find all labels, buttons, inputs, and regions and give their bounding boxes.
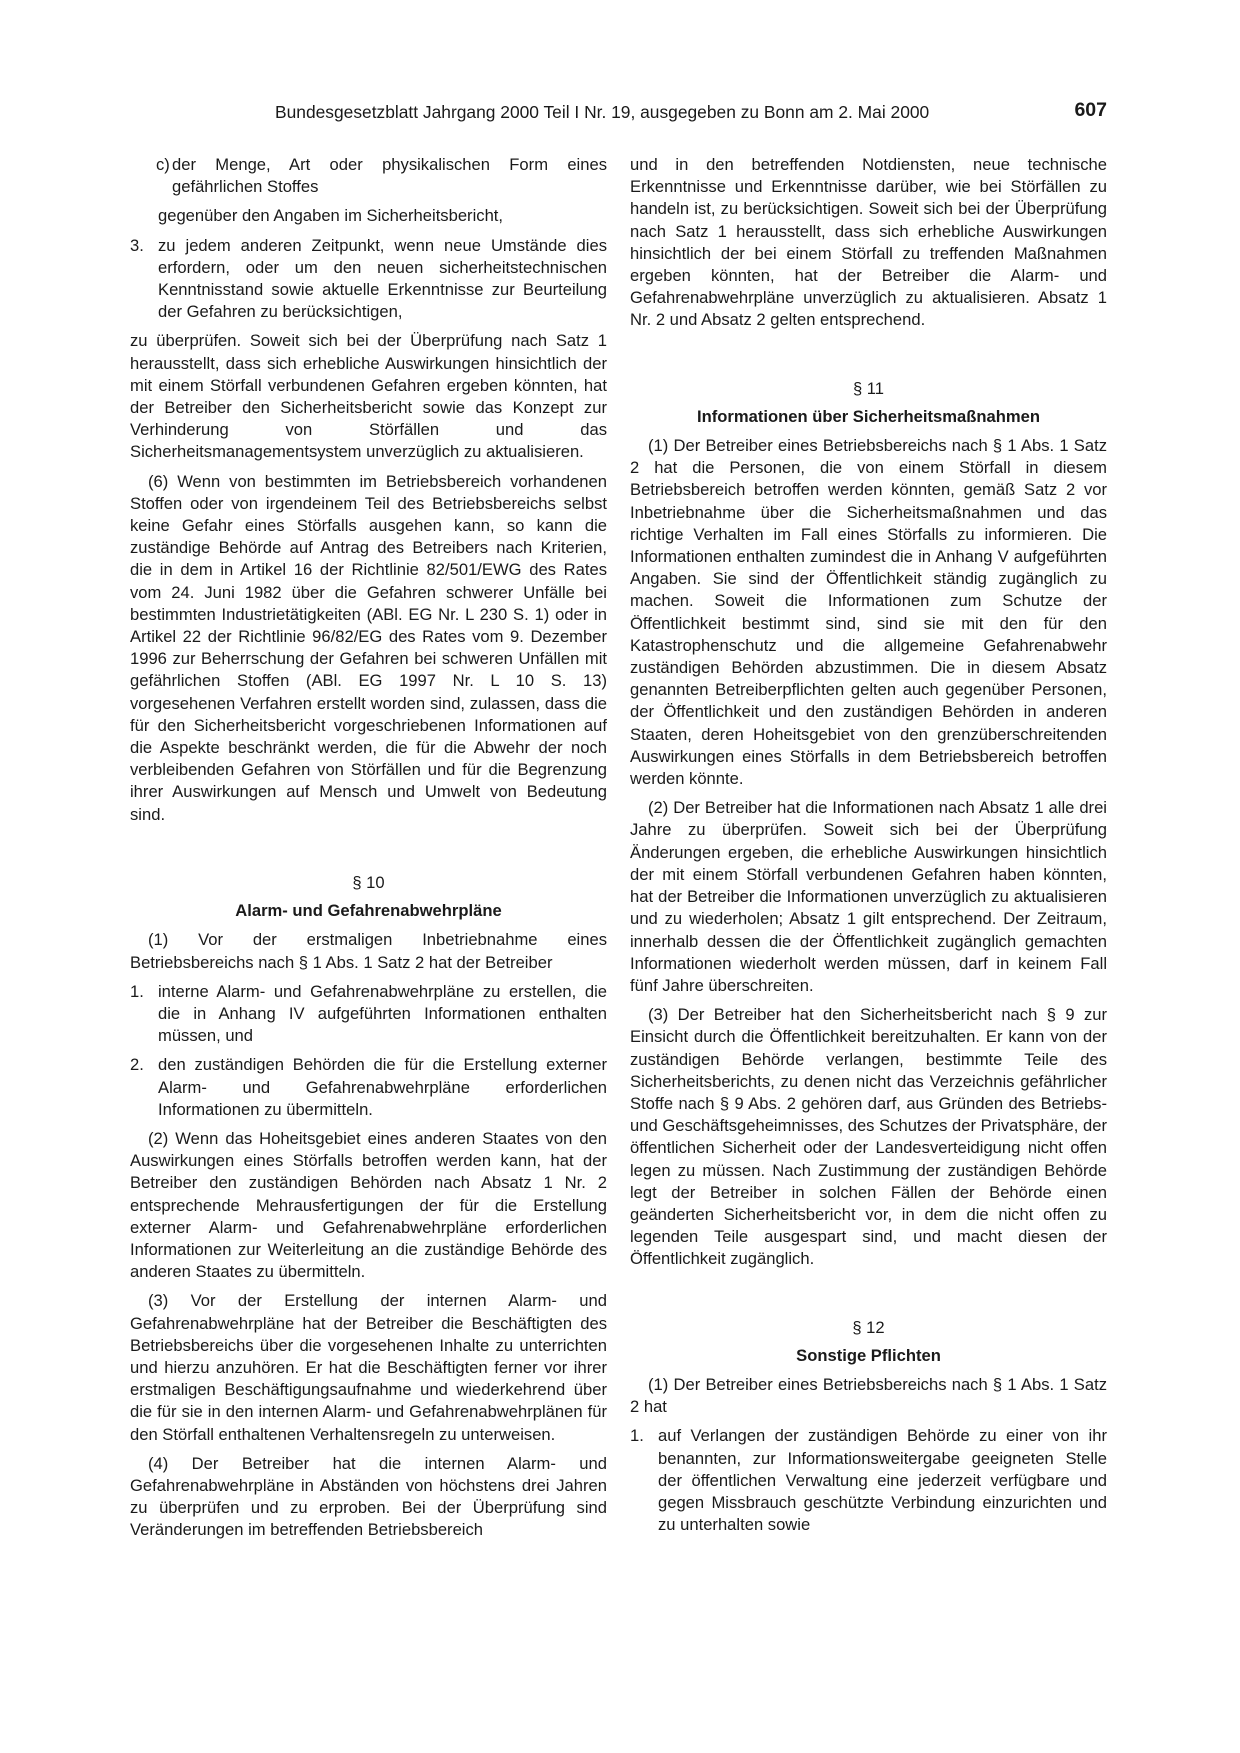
section-number-12: § 12 [852,1317,885,1337]
page-number: 607 [1074,99,1107,121]
list-item-10-2 [130,1054,607,1121]
list-label: 1. [130,981,144,1001]
list-item-10-1 [130,981,607,1048]
paragraph-10-2: (2) Wenn das Hoheitsgebiet eines anderen Staates von den Auswirkungen eines Störfalls betroffen werden kann, hat der Betreiber den zuständigen Behörden nach Absatz 1 Nr. 2 entsprechende Mehrausfertigungen der für die Erstellung externer Alarm- und Gefahrenabwehrpläne erforderlichen Informationen zur Weiterleitung an die zuständige Behörde des anderen Staates zu übermitteln. [130,1128,607,1282]
left-column [130,154,607,1542]
list-label: 3. [130,235,144,255]
paragraph-10-3: (3) Vor der Erstellung der internen Alarm- und Gefahrenabwehrpläne hat der Betreiber die Beschäftigten des Betriebsbereichs über die vorgesehenen Inhalte zu unterrichten und hierzu anzuhören. Er hat die Beschäftigten ferner vor ihrer erstmaligen Beschäftigungsaufnahme und wiederkehrend über die für sie in den internen Alarm- und Gefahrenabwehrplänen für den Störfall enthaltenen Verhaltensregeln zu unterweisen. [130,1291,607,1444]
list-label: 1. [630,1426,644,1446]
list-text: auf Verlangen der zuständigen Behörde zu einer von ihr benannten, zur Informationsweitergabe geeigneten Stelle der öffentlichen Verwaltung eine jederzeit verfügbare und gegen Missbrauch geschützte Verbindung einzurichten und zu unterhalten sowie [658,1426,1107,1535]
paragraph-12-1: (1) Der Betreiber eines Betriebsbereichs nach § 1 Abs. 1 Satz 2 hat [630,1374,1107,1417]
paragraph: und in den betreffenden Notdiensten, neue technische Erkenntnisse und Erkenntnisse darüber, wie bei Störfällen zu handeln ist, zu berücksichtigen. Soweit sich bei der Überprüfung nach Satz 1 herausstellt, dass sich erhebliche Auswirkungen hinsichtlich der bei einem Störfall zu treffenden Maßnahmen ergeben könnten, hat der Betreiber die Alarm- und Gefahrenabwehrpläne unverzüglich zu aktualisieren. Absatz 1 Nr. 2 und Absatz 2 gelten entsprechend. [630,155,1107,330]
paragraph-11-2: (2) Der Betreiber hat die Informationen nach Absatz 1 alle drei Jahre zu überprüfen. Soweit sich bei der Überprüfung Änderungen ergeben, die erhebliche Auswirkungen hinsichtlich der mit einem Störfall verbundenen Gefahren haben könnten, hat der Betreiber die Informationen unverzüglich zu aktualisieren und zu wiederholen; Absatz 1 gilt entsprechend. Der Zeitraum, innerhalb dessen die der Öffentlichkeit zugänglich gemachten Informationen wiederholt werden müssen, darf in keinem Fall fünf Jahre überschreiten. [630,798,1107,995]
list-text: den zuständigen Behörden die für die Erstellung externer Alarm- und Gefahrenabwehrpläne erforderlichen Informationen zu übermitteln. [158,1055,607,1119]
list-label: 2. [130,1055,144,1075]
list-text: zu jedem anderen Zeitpunkt, wenn neue Umstände dies erfordern, oder um den neuen sicherheitstechnischen Kenntnisstand sowie aktuelle Erkenntnisse zur Beurteilung der Gefahren zu berücksichtigen, [158,235,607,322]
list-text: der Menge, Art oder physikalischen Form eines gefährlichen Stoffes [172,155,607,197]
paragraph-10-1: (1) Vor der erstmaligen Inbetriebnahme eines Betriebsbereichs nach § 1 Abs. 1 Satz 2 hat der Betreiber [130,930,607,972]
list-item-12-1 [630,1425,1107,1536]
page-header [130,100,1107,126]
paragraph: gegenüber den Angaben im Sicherheitsbericht, [158,206,504,226]
paragraph-11-3: (3) Der Betreiber hat den Sicherheitsbericht nach § 9 zur Einsicht durch die Öffentlichkeit bereitzuhalten. Er kann von der zuständigen Behörde verlangen, bestimmte Teile des Sicherheitsberichts, zu denen nicht das Verzeichnis gefährlicher Stoffe nach § 9 Abs. 2 gehören darf, aus Gründen des Betriebs- und Geschäftsgeheimnisses, des Schutzes der Privatsphäre, der öffentlichen Sicherheit oder der Landesverteidigung nicht offen legen zu müssen. Nach Zustimmung der zuständigen Behörde legt der Betreiber in solchen Fällen der Behörde einen geänderten Sicherheitsbericht vor, in dem die nicht offen zu legenden Teile ausgespart sind, und macht diesen der Öffentlichkeit zugänglich. [630,1005,1107,1269]
section-title-11: Informationen über Sicherheitsmaßnahmen [697,406,1040,426]
section-title-12: Sonstige Pflichten [796,1345,941,1365]
paragraph: zu überprüfen. Soweit sich bei der Überprüfung nach Satz 1 herausstellt, dass sich erhebliche Auswirkungen hinsichtlich der mit einem Störfall verbundenen Gefahren ergeben könnten, hat der Betreiber den Sicherheitsbericht sowie das Konzept zur Verhinderung von Störfällen und das Sicherheitsmanagementsystem unverzüglich zu aktualisieren. [130,331,607,462]
list-label: c) [156,155,170,174]
paragraph-6: (6) Wenn von bestimmten im Betriebsbereich vorhandenen Stoffen oder von irgendeinem Teil des Betriebsbereichs selbst keine Gefahr eines Störfalls ausgehen kann, so kann die zuständige Behörde auf Antrag des Betreibers nach Kriterien, die in dem in Artikel 16 der Richtlinie 82/501/EWG des Rates vom 24. Juni 1982 über die Gefahren schwerer Unfälle bei bestimmten Industrietätigkeiten (ABl. EG Nr. L 230 S. 1) oder in Artikel 22 der Richtlinie 96/82/EG des Rates vom 9. Dezember 1996 zur Beherrschung der Gefahren bei schweren Unfällen mit gefährlichen Stoffen (ABl. EG 1997 Nr. L 10 S. 13) vorgesehenen Verfahren erstellt worden sind, zulassen, dass die für den Sicherheitsbericht vorgeschriebenen Informationen auf die Aspekte beschränkt werden, die für die Abwehr der noch verbleibenden Gefahren von Störfällen und für die Begrenzung ihrer Auswirkungen auf Mensch und Umwelt von Bedeutung sind. [130,471,607,824]
section-number-11: § 11 [852,378,885,398]
section-number-10: § 10 [352,872,385,892]
running-head: Bundesgesetzblatt Jahrgang 2000 Teil I Nr. 19, ausgegeben zu Bonn am 2. Mai 2000 [275,102,930,122]
section-title-10: Alarm- und Gefahrenabwehrpläne [235,901,502,921]
list-item-c [130,154,607,198]
list-text: interne Alarm- und Gefahrenabwehrpläne zu erstellen, die die in Anhang IV aufgeführten Informationen enthalten müssen, und [158,981,607,1046]
paragraph-11-1: (1) Der Betreiber eines Betriebsbereichs nach § 1 Abs. 1 Satz 2 hat die Personen, die von einem Störfall in diesem Betriebsbereich betroffen werden könnten, gemäß Satz 2 vor Inbetriebnahme über die Sicherheitsmaßnahmen und das richtige Verhalten im Fall eines Störfalls zu informieren. Die Informationen enthalten zumindest die in Anhang V aufgeführten Angaben. Sie sind der Öffentlichkeit ständig zugänglich zu machen. Soweit die Informationen zum Schutze der Öffentlichkeit bestimmt sind, sind sie mit den für den Katastrophenschutz und die allgemeine Gefahrenabwehr zuständigen Behörden abzustimmen. Die in diesem Absatz genannten Betreiberpflichten gelten auch gegenüber Personen, der Öffentlichkeit und den zuständigen Behörden in anderen Staaten, deren Hoheitsgebiet von den grenzüberschreitenden Auswirkungen eines Störfalls in dem Betriebsbereich betroffen werden könnte. [630,436,1107,789]
right-column [630,154,1107,1536]
paragraph-10-4: (4) Der Betreiber hat die internen Alarm- und Gefahrenabwehrpläne in Abständen von höchstens drei Jahren zu überprüfen und zu erproben. Bei der Überprüfung sind Veränderungen im betreffenden Betriebsbereich [130,1453,607,1540]
list-item-3 [130,235,607,324]
